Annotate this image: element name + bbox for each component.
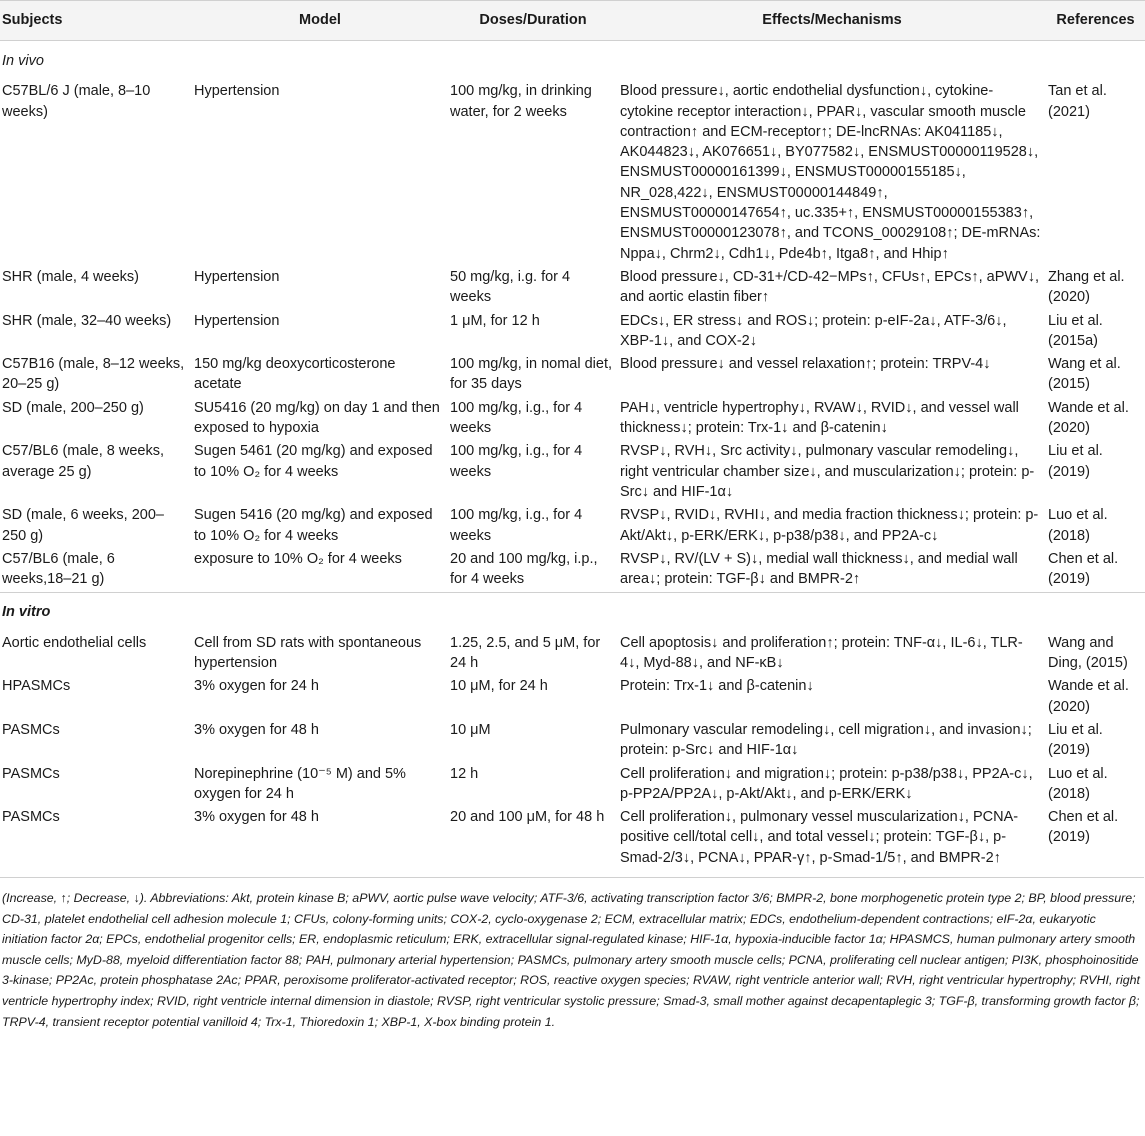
table-row	[0, 720, 1145, 764]
reference-cell: Zhang et al. (2020)	[1048, 268, 1125, 306]
dose-cell: 10 μM	[450, 721, 491, 738]
dose-cell: 100 mg/kg, i.g., for 4 weeks	[450, 399, 583, 437]
model-cell: exposure to 10% O₂ for 4 weeks	[194, 550, 402, 567]
section-label: In vivo	[2, 53, 44, 69]
table-row	[0, 807, 1145, 871]
subject-cell: C57BL/6 J (male, 8–10 weeks)	[2, 83, 151, 120]
reference-cell: Liu et al. (2015a)	[1048, 312, 1103, 349]
table-row	[0, 354, 1145, 398]
header-subjects: Subjects	[0, 1, 192, 41]
table-row	[0, 631, 1145, 677]
model-cell: Hypertension	[194, 312, 280, 329]
table-row	[0, 676, 1145, 720]
effects-cell: Cell proliferation↓ and migration↓; protein: p-p38/p38↓, PP2A-c↓, p-PP2A/PP2A↓, p-Akt/Akt↓, and p-ERK/ERK↓	[620, 765, 1033, 802]
effects-cell: Blood pressure↓, CD-31+/CD-42−MPs↑, CFUs↑, EPCs↑, aPWV↓, and aortic elastin fiber↑	[620, 268, 1040, 306]
effects-cell: RVSP↓, RVID↓, RVHI↓, and media fraction thickness↓; protein: p-Akt/Akt↓, p-ERK/ERK↓, p-p38/p38↓, and PP2A-c↓	[620, 507, 1039, 544]
table-row	[0, 267, 1145, 311]
section-row	[0, 41, 1145, 80]
model-cell: Cell from SD rats with spontaneous hypertension	[194, 634, 422, 672]
subject-cell: SHR (male, 32–40 weeks)	[2, 312, 172, 329]
reference-cell: Wang and Ding, (2015)	[1048, 634, 1128, 672]
effects-cell: Pulmonary vascular remodeling↓, cell migration↓, and invasion↓; protein: p-Src↓ and HIF-1α↓	[620, 721, 1032, 759]
reference-cell: Wande et al. (2020)	[1048, 399, 1129, 437]
table-row	[0, 441, 1145, 505]
header-effects: Effects/Mechanisms	[618, 1, 1046, 41]
table-body	[0, 41, 1145, 871]
table-header	[0, 1, 1145, 41]
effects-cell: RVSP↓, RV/(LV + S)↓, medial wall thickness↓, and medial wall area↓; protein: TGF-β↓ and BMPR-2↑	[620, 550, 1018, 588]
section-label: In vitro	[0, 593, 1145, 631]
dose-cell: 100 mg/kg, i.g., for 4 weeks	[450, 443, 583, 480]
effects-cell: EDCs↓, ER stress↓ and ROS↓; protein: p-eIF-2a↓, ATF-3/6↓, XBP-1↓, and COX-2↓	[620, 312, 1007, 349]
effects-cell: PAH↓, ventricle hypertrophy↓, RVAW↓, RVID↓, and vessel wall thickness↓; protein: Trx-1↓ and β-catenin↓	[620, 399, 1019, 437]
reference-cell: Wande et al. (2020)	[1048, 678, 1129, 715]
effects-cell: Blood pressure↓, aortic endothelial dysfunction↓, cytokine-cytokine receptor interaction↓, PPAR↓, vascular smooth muscle contraction↑ and ECM-receptor↑; DE-lncRNAs: AK041185↓, AK044823↓, AK076651↓, BY077582↓, ENSMUST00000119528↓, ENSMUST00000161399↓, ENSMUST00000155185↓, NR_028,422↓, ENSMUST00000144849↑, ENSMUST00000147654↑, uc.335+↑, ENSMUST00000155383↑, ENSMUST00000123078↑, and TCONS_00029108↑; DE-mRNAs: Nppa↓, Chrm2↓, Cdh1↓, Pde4b↑, Itga8↑, and Hhip↑	[620, 83, 1041, 262]
subject-cell: C57B16 (male, 8–12 weeks, 20–25 g)	[2, 356, 185, 393]
model-cell: Norepinephrine (10⁻⁵ M) and 5% oxygen for 24 h	[194, 765, 406, 802]
model-cell: 3% oxygen for 48 h	[194, 809, 319, 826]
dose-cell: 1.25, 2.5, and 5 μM, for 24 h	[450, 634, 601, 672]
effects-cell: Cell apoptosis↓ and proliferation↑; protein: TNF-α↓, IL-6↓, TLR-4↓, Myd-88↓, and NF-κB↓	[620, 634, 1023, 672]
table-row	[0, 764, 1145, 808]
effects-cell: Protein: Trx-1↓ and β-catenin↓	[620, 678, 814, 695]
effects-cell: RVSP↓, RVH↓, Src activity↓, pulmonary vascular remodeling↓, right ventricular chamber size↓, and muscularization↓; protein: p-Src↓ and HIF-1α↓	[620, 443, 1035, 500]
dose-cell: 50 mg/kg, i.g. for 4 weeks	[450, 268, 571, 306]
subject-cell: SHR (male, 4 weeks)	[2, 268, 139, 285]
subject-cell: PASMCs	[2, 765, 60, 782]
reference-cell: Chen et al. (2019)	[1048, 809, 1119, 846]
model-cell: 3% oxygen for 48 h	[194, 721, 319, 738]
model-cell: Sugen 5461 (20 mg/kg) and exposed to 10% O₂ for 4 weeks	[194, 443, 433, 480]
table-row	[0, 398, 1145, 442]
section-row	[0, 593, 1145, 631]
reference-cell: Liu et al. (2019)	[1048, 443, 1103, 480]
dose-cell: 20 and 100 μM, for 48 h	[450, 809, 605, 826]
subject-cell: PASMCs	[2, 721, 60, 738]
subject-cell: HPASMCs	[2, 678, 71, 695]
subject-cell: PASMCs	[2, 809, 60, 826]
table-row	[0, 79, 1145, 267]
reference-cell: Chen et al. (2019)	[1048, 550, 1119, 588]
header-references: References	[1046, 1, 1145, 41]
model-cell: 3% oxygen for 24 h	[194, 678, 319, 695]
subject-cell: Aortic endothelial cells	[2, 634, 147, 651]
dose-cell: 1 μM, for 12 h	[450, 312, 540, 329]
subject-cell: C57/BL6 (male, 6 weeks,18–21 g)	[2, 550, 115, 588]
dose-cell: 100 mg/kg, in drinking water, for 2 weeks	[450, 83, 592, 120]
dose-cell: 100 mg/kg, in nomal diet, for 35 days	[450, 356, 613, 393]
subject-cell: SD (male, 6 weeks, 200–250 g)	[2, 507, 164, 544]
dose-cell: 12 h	[450, 765, 479, 782]
model-cell: SU5416 (20 mg/kg) on day 1 and then exposed to hypoxia	[194, 399, 440, 437]
table-row	[0, 505, 1145, 549]
header-doses: Doses/Duration	[448, 1, 618, 41]
reference-cell: Luo et al. (2018)	[1048, 765, 1108, 802]
dose-cell: 100 mg/kg, i.g., for 4 weeks	[450, 507, 583, 544]
subject-cell: SD (male, 200–250 g)	[2, 399, 144, 416]
table-footnote: (Increase, ↑; Decrease, ↓). Abbreviations: Akt, protein kinase B; aPWV, aortic pulse wave velocity; ATF-3/6, activating transcription factor 3/6; BMPR-2, bone morphogenetic protein type 2; BP, blood pressure; CD-31, platelet endothelial cell adhesion molecule 1; CFUs, colony-forming units; COX-2, cyclo-oxygenase 2; ECM, extracellular matrix; EDCs, endothelium-dependent contractions; eIF-2α, eukaryotic initiation factor 2α; EPCs, endothelial progenitor cells; ER, endoplasmic reticulum; ERK, extracellular signal-regulated kinase; HIF-1α, hypoxia-inducible factor 1α; HPASMCS, human pulmonary artery smooth muscle cells; MyD-88, myeloid differentiation factor 88; PAH, pulmonary arterial hypertension; PASMCs, pulmonary artery smooth muscle cells; PCNA, proliferating cell nuclear antigen; PI3K, phosphoinositide 3-kinase; PP2Ac, protein phosphatase 2Ac; PPAR, peroxisome proliferator-activated receptor; ROS, reactive oxygen species; RVAW, right ventricle anterior wall; RVH, right ventricular hypertrophy; RVHI, right ventricle hypertrophy index; RVID, right ventricle internal dimension in diastole; RVSP, right ventricular systolic pressure; Smad-3, small mother against decapentaplegic 3; TGF-β, transforming growth factor β; TRPV-4, transient receptor potential vanilloid 4; Trx-1, Thioredoxin 1; XBP-1, X-box binding protein 1.	[0, 877, 1144, 1032]
subject-cell: C57/BL6 (male, 8 weeks, average 25 g)	[2, 443, 164, 480]
reference-cell: Liu et al. (2019)	[1048, 721, 1103, 759]
effects-cell: Blood pressure↓ and vessel relaxation↑; protein: TRPV-4↓	[620, 356, 991, 373]
table-row	[0, 311, 1145, 355]
model-cell: Hypertension	[194, 83, 280, 100]
model-cell: Sugen 5416 (20 mg/kg) and exposed to 10% O₂ for 4 weeks	[194, 507, 433, 544]
table-row	[0, 549, 1145, 593]
header-model: Model	[192, 1, 448, 41]
dose-cell: 10 μM, for 24 h	[450, 678, 548, 695]
model-cell: Hypertension	[194, 268, 280, 285]
reference-cell: Luo et al. (2018)	[1048, 507, 1108, 544]
reference-cell: Wang et al. (2015)	[1048, 356, 1121, 393]
reference-cell: Tan et al. (2021)	[1048, 83, 1107, 120]
effects-cell: Cell proliferation↓, pulmonary vessel muscularization↓, PCNA-positive cell/total cell↓, and total vessel↓; protein: TGF-β↓, p-Smad-2/3↓, PCNA↓, PPAR-γ↑, p-Smad-1/5↑, and BMPR-2↑	[620, 809, 1019, 866]
model-cell: 150 mg/kg deoxycorticosterone acetate	[194, 356, 396, 393]
dose-cell: 20 and 100 mg/kg, i.p., for 4 weeks	[450, 550, 598, 588]
